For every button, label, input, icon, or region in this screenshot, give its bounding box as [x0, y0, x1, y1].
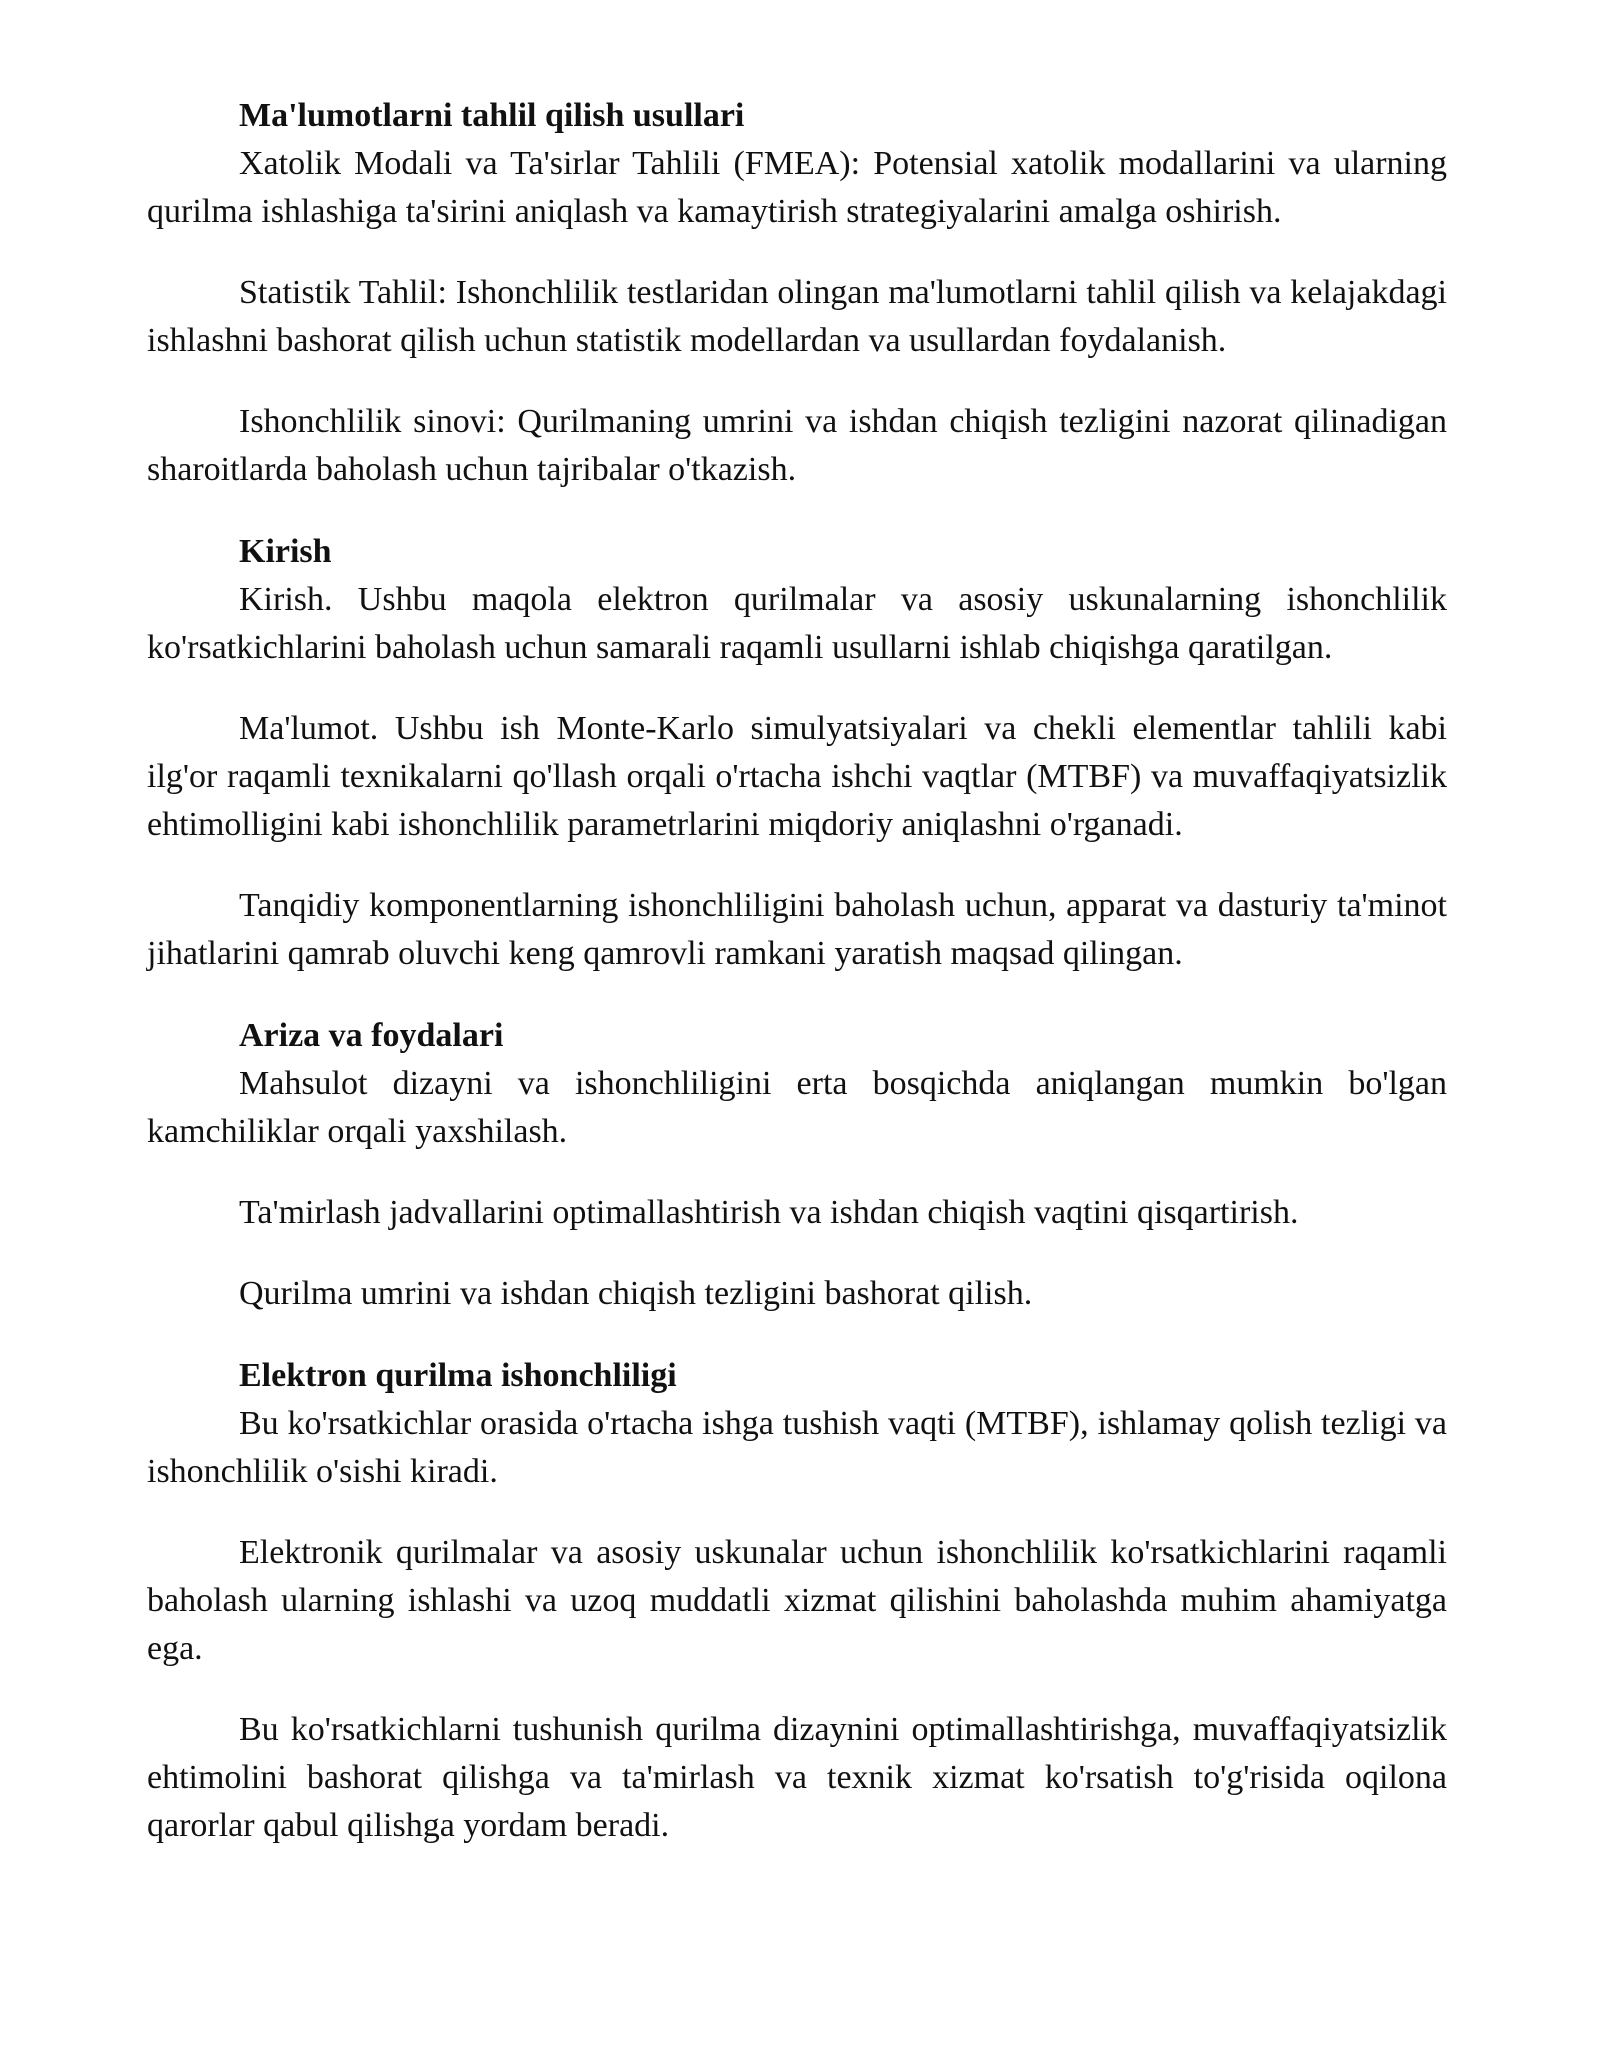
- section-heading: Ariza va foydalari: [239, 1017, 504, 1054]
- paragraph: Qurilma umrini va ishdan chiqish tezligini bashorat qilish.: [239, 1275, 1033, 1312]
- paragraph: Ta'mirlash jadvallarini optimallashtirish va ishdan chiqish vaqtini qisqartirish.: [239, 1194, 1299, 1231]
- paragraph: Ma'lumot. Ushbu ish Monte-Karlo simulyatsiyalari va chekli elementlar tahlili kabi ilg'or raqamli texnikalarni qo'llash orqali o'rtacha ishchi vaqtlar (MTBF) va muvaffaqiyatsizlik ehtimolligini kabi ishonchlilik parametrlarini miqdoriy aniqlashni o'rganadi.: [147, 710, 1447, 843]
- paragraph: Bu ko'rsatkichlar orasida o'rtacha ishga tushish vaqti (MTBF), ishlamay qolish tezligi va ishonchlilik o'sishi kiradi.: [147, 1405, 1447, 1490]
- document-page: [147, 96, 1447, 1883]
- section-heading: Ma'lumotlarni tahlil qilish usullari: [239, 97, 745, 134]
- section-data-analysis-methods: [147, 96, 1447, 494]
- section-application-benefits: [147, 1016, 1447, 1318]
- paragraph: Elektronik qurilmalar va asosiy uskunalar uchun ishonchlilik ko'rsatkichlarini raqamli baholash ularning ishlashi va uzoq muddatli xizmat qilishini baholashda muhim ahamiyatga ega.: [147, 1534, 1447, 1667]
- section-introduction: [147, 532, 1447, 978]
- section-heading: Elektron qurilma ishonchliligi: [239, 1357, 677, 1394]
- paragraph: Bu ko'rsatkichlarni tushunish qurilma dizaynini optimallashtirishga, muvaffaqiyatsizlik ehtimolini bashorat qilishga va ta'mirlash va texnik xizmat ko'rsatish to'g'risida oqilona qarorlar qabul qilishga yordam beradi.: [147, 1711, 1447, 1844]
- section-device-reliability: [147, 1356, 1447, 1850]
- paragraph: Xatolik Modali va Ta'sirlar Tahlili (FMEA): Potensial xatolik modallarini va ularning qurilma ishlashiga ta'sirini aniqlash va kamaytirish strategiyalarini amalga oshirish.: [147, 145, 1447, 230]
- paragraph: Kirish. Ushbu maqola elektron qurilmalar va asosiy uskunalarning ishonchlilik ko'rsatkichlarini baholash uchun samarali raqamli usullarni ishlab chiqishga qaratilgan.: [147, 581, 1447, 666]
- section-heading: Kirish: [239, 533, 332, 570]
- paragraph: Tanqidiy komponentlarning ishonchliligini baholash uchun, apparat va dasturiy ta'minot jihatlarini qamrab oluvchi keng qamrovli ramkani yaratish maqsad qilingan.: [147, 887, 1447, 972]
- paragraph: Statistik Tahlil: Ishonchlilik testlaridan olingan ma'lumotlarni tahlil qilish va kelajakdagi ishlashni bashorat qilish uchun statistik modellardan va usullardan foydalanish.: [147, 274, 1447, 359]
- paragraph: Mahsulot dizayni va ishonchliligini erta bosqichda aniqlangan mumkin bo'lgan kamchiliklar orqali yaxshilash.: [147, 1065, 1447, 1150]
- paragraph: Ishonchlilik sinovi: Qurilmaning umrini va ishdan chiqish tezligini nazorat qilinadigan sharoitlarda baholash uchun tajribalar o'tkazish.: [147, 403, 1447, 488]
